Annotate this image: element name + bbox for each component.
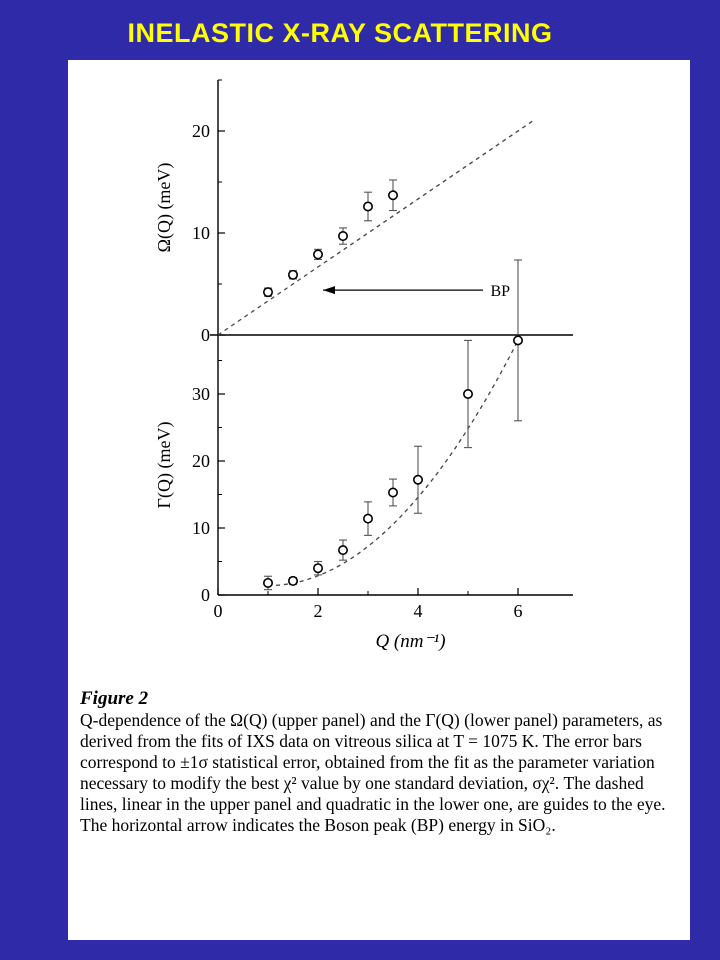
upper-y-tick-label: 10 — [192, 223, 210, 243]
x-tick-label: 0 — [213, 601, 223, 621]
upper-bp-arrowhead — [323, 286, 335, 294]
lower-data-point — [514, 336, 522, 344]
lower-data-point — [464, 390, 472, 398]
lower-data-point — [339, 546, 347, 554]
guides-layer — [218, 121, 533, 586]
lower-data-point — [314, 564, 322, 572]
upper-data-point — [264, 288, 272, 296]
caption-text: Q-dependence of the Ω(Q) (upper panel) and the Γ(Q) (lower panel) parameters, as derived from the fits of IXS data on vitreous silica at T = 1075 K. The error bars correspond to ±1σ statistical error, obtained from the fit as the parameter variation necessary to modify the best χ² value by one standard deviation, σχ². The dashed lines, linear in the upper panel and quadratic in the lower one, are guides to the eye. The horizontal arrow indicates the Boson peak (BP) energy in SiO₂. — [80, 710, 666, 835]
upper-bp-label: BP — [490, 283, 511, 301]
lower-data-point — [264, 579, 272, 587]
x-axis-label: Q (nm⁻¹) — [375, 631, 446, 652]
marks-layer — [264, 180, 522, 590]
caption-heading: Figure 2 — [80, 688, 149, 709]
lower-data-point — [289, 577, 297, 585]
upper-y-axis-label: Ω(Q) (meV) — [154, 162, 174, 253]
figure-caption — [80, 688, 680, 836]
upper-y-tick-label: 0 — [201, 325, 210, 345]
lower-y-tick-label: 10 — [192, 518, 210, 538]
upper-y-tick-label: 20 — [192, 121, 210, 141]
lower-guide-line — [268, 340, 518, 585]
upper-data-point — [314, 250, 322, 258]
upper-data-point — [364, 202, 372, 210]
text-layer — [154, 121, 523, 652]
lower-y-tick-label: 30 — [192, 384, 210, 404]
x-tick-label: 4 — [413, 601, 423, 621]
upper-data-point — [339, 232, 347, 240]
lower-y-tick-label: 20 — [192, 451, 210, 471]
lower-y-axis-label: Γ(Q) (meV) — [154, 421, 174, 509]
x-tick-label: 2 — [313, 601, 323, 621]
lower-y-tick-label: 0 — [201, 585, 210, 605]
lower-data-point — [364, 514, 372, 522]
figure-panel — [68, 60, 690, 940]
x-tick-label: 6 — [513, 601, 523, 621]
upper-data-point — [389, 191, 397, 199]
lower-data-point — [414, 476, 422, 484]
chart — [68, 60, 690, 685]
lower-data-point — [389, 488, 397, 496]
upper-data-point — [289, 271, 297, 279]
upper-guide-line — [218, 121, 533, 335]
slide-title: INELASTIC X-RAY SCATTERING — [127, 18, 553, 48]
